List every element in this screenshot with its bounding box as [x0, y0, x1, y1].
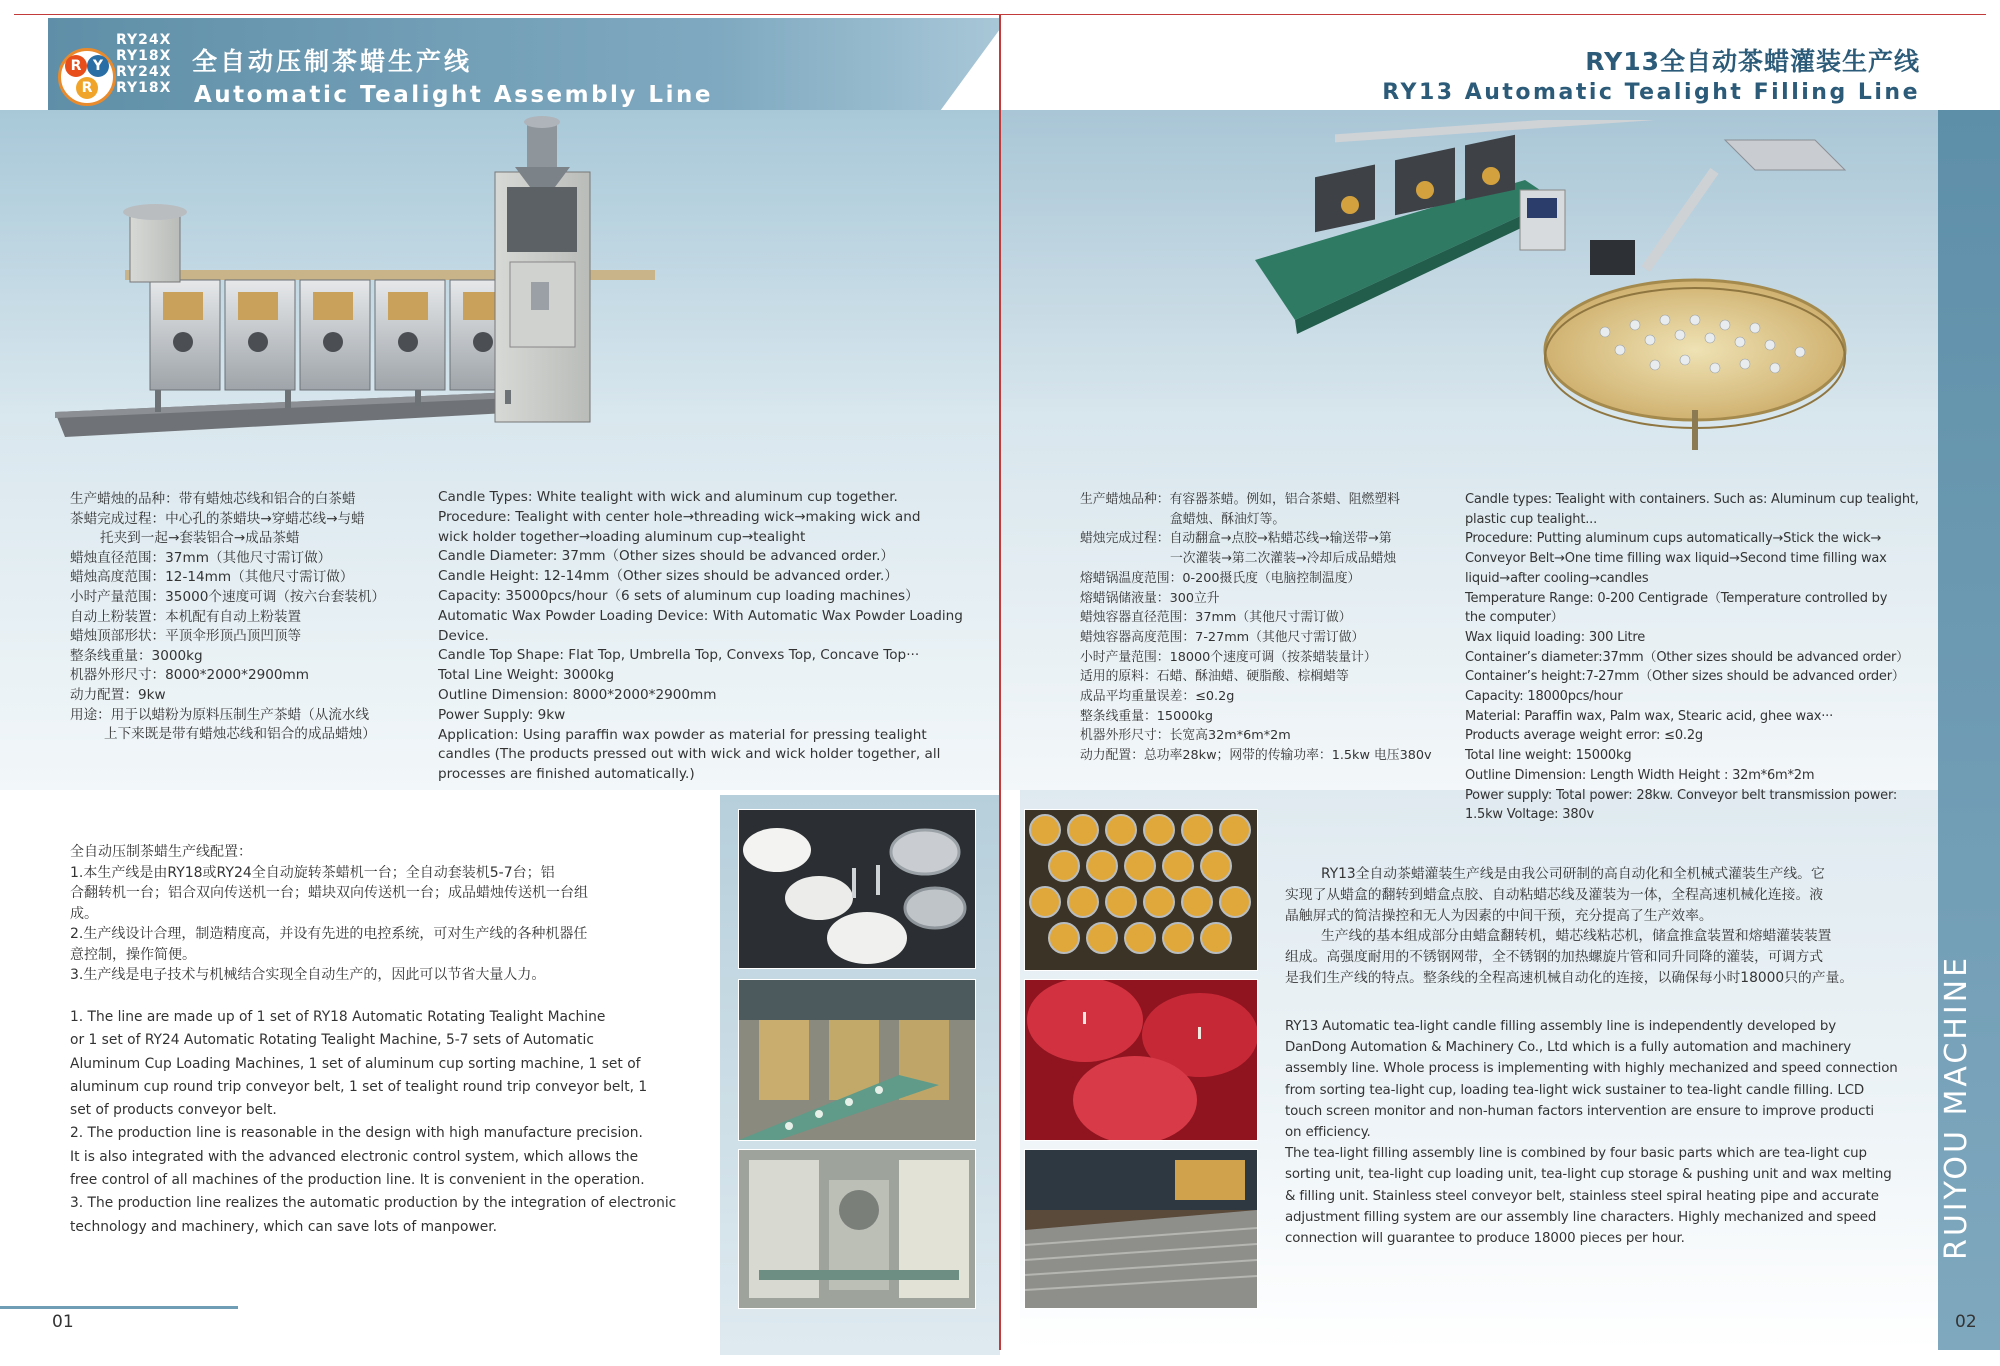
red-candles-photo: [1025, 980, 1257, 1140]
desc-line: adjustment filling system are our assembly line characters. Highly mechanized and speed: [1285, 1209, 1877, 1225]
spec-line: 小时产量范围：18000个速度可调（按茶蜡装量计）: [1080, 649, 1377, 665]
filled-tealights-photo: [1025, 810, 1257, 970]
spec-line: 蜡烛直径范围：37mm（其他尺寸需订做）: [70, 549, 332, 566]
config-line: or 1 set of RY24 Automatic Rotating Tealight Machine, 5-7 sets of Automatic: [70, 1032, 594, 1049]
spec-line: 熔蜡锅温度范围：0-200摄氏度（电脑控制温度）: [1080, 570, 1361, 586]
model-label: RY18X: [116, 80, 172, 96]
right-desc-cn: [1285, 864, 1853, 989]
right-specs-cn: [1080, 490, 1432, 766]
assembly-line-machine-image: [55, 112, 755, 442]
desc-line: 实现了从蜡盒的翻转到蜡盒点胶、自动粘蜡芯线及灌装为一体，全程高速机械化连接。液: [1285, 886, 1824, 903]
spec-line: Products average weight error: ≤0.2g: [1465, 728, 1703, 744]
desc-line: 是我们生产线的特点。整条线的全程高速机械自动化的连接，以确保每小时18000只的产量。: [1285, 969, 1854, 986]
right-specs-en: [1465, 490, 1919, 825]
spec-line: Power supply: Total power: 28kw. Conveyor belt transmission power:: [1465, 787, 1898, 803]
spec-line: 蜡烛完成过程：自动翻盒→点胶→粘蜡芯线→输送带→第: [1080, 531, 1392, 547]
model-label: RY18X: [116, 48, 172, 64]
desc-line: The tea-light filling assembly line is combined by four basic parts which are tea-light cup: [1285, 1146, 1867, 1162]
spec-line: 蜡烛容器直径范围：37mm（其他尺寸需订做）: [1080, 610, 1352, 626]
desc-line: DanDong Automation & Machinery Co., Ltd which is a fully automation and machinery: [1285, 1040, 1852, 1056]
spec-line: 熔蜡锅储液量：300立升: [1080, 590, 1220, 606]
spec-line: processes are finished automatically.): [438, 766, 695, 783]
desc-line: 组成。高强度耐用的不锈钢网带，全不锈钢的加热螺旋片管和同升同降的灌装，可调方式: [1285, 949, 1824, 966]
desc-line: assembly line. Whole process is implementing with highly mechanized and speed connection: [1285, 1061, 1898, 1077]
spec-line: candles (The products pressed out with wick and wick holder together, all: [438, 746, 941, 763]
spec-line: plastic cup tealight...: [1465, 511, 1598, 527]
spec-line: 适用的原料：石蜡、酥油蜡、硬脂酸、棕榈蜡等: [1080, 669, 1349, 685]
spec-line: 托夹到一起→套装铝合→成品茶蜡: [100, 530, 300, 547]
spec-line: 上下来既是带有蜡烛芯线和铝合的成品蜡烛）: [104, 726, 376, 743]
rotating-machine-image: [739, 1150, 975, 1308]
desc-line: RY13全自动茶蜡灌装生产线是由我公司研制的高自动化和全机械式灌装生产线。它: [1321, 866, 1825, 882]
spec-line: Device.: [438, 627, 489, 644]
spec-line: 动力配置：总功率28kw；网带的传输功率：1.5kw 电压380v: [1080, 748, 1432, 764]
spec-line: Power Supply: 9kw: [438, 706, 566, 723]
spec-line: 动力配置：9kw: [70, 686, 166, 703]
ruiyou-logo: [58, 48, 116, 106]
spec-line: Candle Diameter: 37mm（Other sizes should be advanced order.）: [438, 548, 895, 565]
spec-line: Container’s height:7-27mm（Other sizes should be advanced order）: [1465, 669, 1905, 685]
spec-line: 自动上粉装置：本机配有自动上粉装置: [70, 608, 302, 625]
config-line: 2.生产线设计合理，制造精度高，并设有先进的电控系统，可对生产线的各种机器任: [70, 926, 588, 942]
conveyor-belt-image: [1025, 1150, 1257, 1308]
spec-line: 小时产量范围：35000个速度可调（按六台套装机）: [70, 588, 386, 605]
config-line: 成。: [70, 905, 98, 922]
logo-y-mark: Y: [87, 55, 109, 77]
spec-line: Automatic Wax Powder Loading Device: With Automatic Wax Powder Loading: [438, 607, 963, 624]
left-title-en: Automatic Tealight Assembly Line: [194, 82, 713, 108]
conveyor-belt-photo: [1025, 1150, 1257, 1308]
page-number: 02: [1955, 1312, 1977, 1332]
spec-line: Capacity: 35000pcs/hour（6 sets of aluminum cup loading machines）: [438, 587, 919, 604]
spec-line: Candle Height: 12-14mm（Other sizes should be advanced order.）: [438, 568, 898, 585]
spec-line: Outline Dimension: Length Width Height : 32m*6m*2m: [1465, 767, 1815, 783]
right-title-en: RY13 Automatic Tealight Filling Line: [1382, 80, 1920, 105]
config-line: 合翻转机一台；铝合双向传送机一台；蜡块双向传送机一台；成品蜡烛传送机一台组: [70, 885, 588, 901]
spec-line: 整条线重量：15000kg: [1080, 708, 1214, 724]
config-line: set of products conveyor belt.: [70, 1102, 277, 1119]
config-line: technology and machinery, which can save lots of manpower.: [70, 1218, 498, 1235]
desc-line: 生产线的基本组成部分由蜡盒翻转机，蜡芯线粘芯机，储盒推盒装置和熔蜡灌装装置: [1321, 928, 1832, 945]
spec-line: 茶蜡完成过程：中心孔的茶蜡块→穿蜡芯线→与蜡: [70, 510, 365, 527]
spec-line: 蜡烛容器高度范围：7-27mm（其他尺寸需订做）: [1080, 629, 1365, 645]
spec-line: 用途：用于以蜡粉为原料压制生产茶蜡（从流水线: [70, 706, 370, 723]
assembly-stations-image: [739, 980, 975, 1140]
spec-line: 生产蜡烛品种：有容器茶蜡。例如，铝合茶蜡、阻燃塑料: [1080, 492, 1400, 507]
bottom-rule: [0, 1306, 238, 1309]
model-list: [116, 32, 171, 96]
spec-line: 成品平均重量误差：≤0.2g: [1080, 689, 1235, 705]
desc-line: RY13 Automatic tea-light candle filling assembly line is independently developed by: [1285, 1019, 1836, 1034]
spec-line: 生产蜡烛的品种：带有蜡烛芯线和铝合的白茶蜡: [70, 491, 356, 507]
tealight-parts-photo: [739, 810, 975, 968]
spec-line: Total line weight: 15000kg: [1465, 748, 1632, 764]
desc-line: on efficiency.: [1285, 1125, 1371, 1141]
spec-line: 机器外形尺寸：8000*2000*2900mm: [70, 667, 310, 684]
spec-line: Container’s diameter:37mm（Other sizes should be advanced order）: [1465, 649, 1909, 665]
right-title-cn: RY13全自动茶蜡灌装生产线: [1585, 47, 1920, 76]
spec-line: 机器外形尺寸：长宽高32m*6m*2m: [1080, 728, 1291, 744]
spec-line: Capacity: 18000pcs/hour: [1465, 689, 1623, 705]
config-line: aluminum cup round trip conveyor belt, 1 set of tealight round trip conveyor belt, 1: [70, 1078, 648, 1095]
left-specs-cn: [70, 490, 385, 745]
model-label: RY24X: [116, 64, 172, 80]
spec-line: wick holder together→loading aluminum cup→tealight: [438, 528, 806, 545]
desc-line: touch screen monitor and non-human factors intervention are ensure to improve producti: [1285, 1103, 1875, 1119]
spec-line: Outline Dimension: 8000*2000*2900mm: [438, 686, 717, 703]
spec-line: 蜡烛顶部形状：平顶伞形顶凸顶凹顶等: [70, 628, 302, 645]
config-line: It is also integrated with the advanced electronic control system, which allows the: [70, 1148, 639, 1165]
config-line: 1. The line are made up of 1 set of RY18 Automatic Rotating Tealight Machine: [70, 1009, 606, 1025]
config-line: 3.生产线是电子技术与机械结合实现全自动生产的，因此可以节省大量人力。: [70, 967, 546, 983]
right-page: [1000, 0, 2000, 1366]
config-line: 2. The production line is reasonable in the design with high manufacture precision.: [70, 1125, 643, 1142]
filled-tealights-image: [1025, 810, 1257, 970]
config-line: free control of all machines of the production line. It is convenient in the operation.: [70, 1172, 645, 1189]
left-config-en: [70, 1006, 676, 1239]
assembly-stations-photo: [739, 980, 975, 1140]
filling-line-machine-image: [1255, 120, 1855, 460]
page-number: 01: [52, 1312, 74, 1332]
desc-line: from sorting tea-light cup, loading tea-light wick sustainer to tea-light candle filling. LCD: [1285, 1082, 1865, 1098]
brand-vertical-label: RUIYOU MACHINE: [1939, 954, 1974, 1260]
spec-line: Application: Using paraffin wax powder as material for pressing tealight: [438, 726, 927, 743]
desc-line: 晶触屏式的简洁操控和无人为因素的中间干预，充分提高了生产效率。: [1285, 907, 1713, 924]
spec-line: Candle Types: White tealight with wick and aluminum cup together.: [438, 489, 898, 505]
spec-line: 一次灌装→第二次灌装→冷却后成品蜡烛: [1170, 551, 1397, 567]
left-config-cn: [70, 842, 588, 986]
config-line: 3. The production line realizes the automatic production by the integration of electronic: [70, 1195, 677, 1212]
spec-line: Procedure: Putting aluminum cups automatically→Stick the wick→: [1465, 531, 1882, 547]
spec-line: the computer）: [1465, 610, 1564, 626]
left-specs-en: [438, 488, 963, 785]
left-title-cn: 全自动压制茶蜡生产线: [192, 47, 473, 76]
logo-m-mark: R: [76, 77, 98, 99]
config-line: 全自动压制茶蜡生产线配置：: [70, 844, 252, 860]
spec-line: Candle types: Tealight with containers. Such as: Aluminum cup tealight,: [1465, 492, 1919, 507]
config-line: 1.本生产线是由RY18或RY24全自动旋转茶蜡机一台；全自动套装机5-7台；铝: [70, 864, 555, 881]
spec-line: 蜡烛高度范围：12-14mm（其他尺寸需订做）: [70, 569, 354, 586]
config-line: Aluminum Cup Loading Machines, 1 set of aluminum cup sorting machine, 1 set of: [70, 1055, 641, 1072]
logo-r-mark: R: [65, 55, 87, 77]
spec-line: Wax liquid loading: 300 Litre: [1465, 629, 1646, 645]
rotating-machine-photo: [739, 1150, 975, 1308]
spec-line: Total Line Weight: 3000kg: [438, 667, 615, 684]
spec-line: 盒蜡烛、酥油灯等。: [1170, 511, 1286, 527]
right-desc-en: [1285, 1016, 1898, 1249]
tealight-parts-image: [739, 810, 975, 968]
spec-line: Material: Paraffin wax, Palm wax, Stearic acid, ghee wax···: [1465, 708, 1834, 724]
model-label: RY24X: [116, 32, 172, 48]
desc-line: & filling unit. Stainless steel conveyor belt, stainless steel spiral heating pipe and accurate: [1285, 1188, 1879, 1204]
red-candles-image: [1025, 980, 1257, 1140]
spec-line: Conveyor Belt→One time filling wax liquid→Second time filling wax: [1465, 551, 1887, 567]
spec-line: 1.5kw Voltage: 380v: [1465, 807, 1594, 823]
spec-line: Candle Top Shape: Flat Top, Umbrella Top, Convexs Top, Concave Top···: [438, 647, 920, 664]
spec-line: Procedure: Tealight with center hole→threading wick→making wick and: [438, 508, 921, 525]
config-line: 意控制，操作简便。: [70, 946, 196, 963]
desc-line: connection will guarantee to produce 18000 pieces per hour.: [1285, 1231, 1685, 1247]
desc-line: sorting unit, tea-light cup loading unit, tea-light cup storage & pushing unit and wax melting: [1285, 1167, 1892, 1183]
spec-line: 整条线重量：3000kg: [70, 647, 203, 664]
spec-line: Temperature Range: 0-200 Centigrade（Temperature controlled by: [1465, 590, 1888, 606]
center-spine-line: [999, 14, 1001, 1350]
spec-line: liquid→after cooling→candles: [1465, 570, 1649, 586]
